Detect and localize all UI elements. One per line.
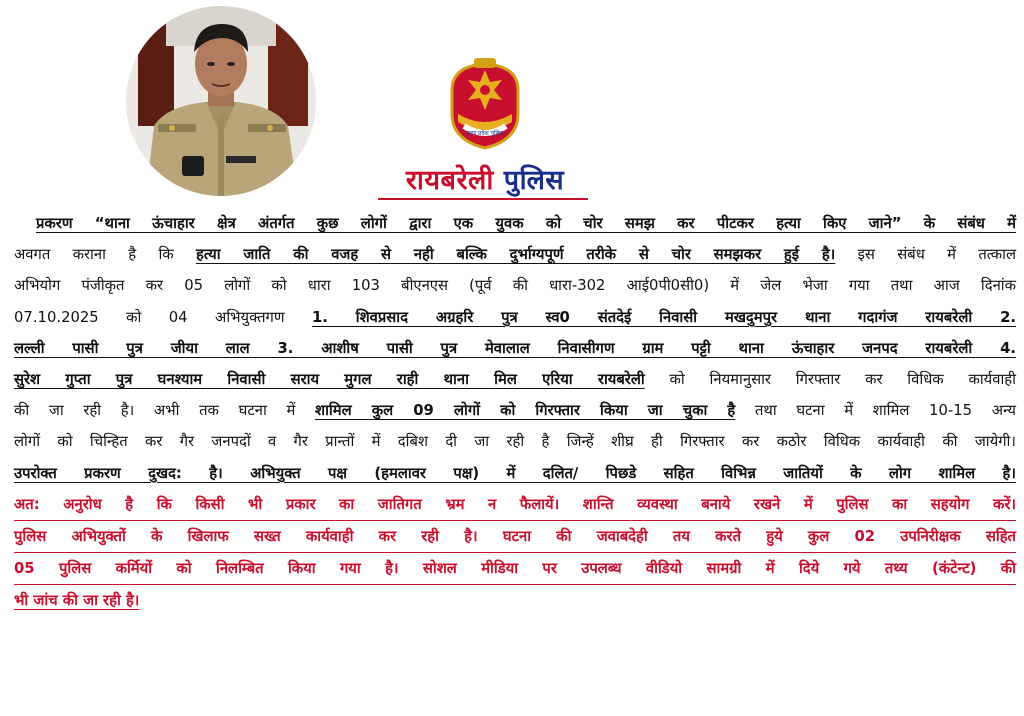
line-7-text-c: तथा घटना में शामिल 10-15 अन्य — [735, 402, 1016, 420]
line-7-text-b: शामिल कुल 09 लोगों को गिरफ्तार किया जा चुका है — [315, 402, 736, 420]
appeal-line-3 — [14, 553, 1016, 585]
press-note — [14, 208, 1016, 616]
line-3-text: अभियोग पंजीकृत कर 05 लोगों को धारा 103 बीएनएस (पूर्व की धारा-302 आई0पी0सी0) में जेल भेजा गया तथा आज दिनांक — [14, 277, 1016, 295]
line-5-text: लल्ली पासी पुत्र जीया लाल 3. आशीष पासी पुत्र मेवालाल निवासीगण ग्राम पट्टी थाना ऊंचाहार जनपद रायबरेली 4. — [14, 339, 1016, 357]
appeal-line-2 — [14, 521, 1016, 553]
line-8 — [14, 426, 1016, 457]
line-2-text-a: अवगत कराना है कि — [14, 246, 196, 264]
line-2-text-b: हत्या जाति की वजह से नही बल्कि दुर्भाग्यपूर्ण तरीके से चोर समझकर हुई है। — [196, 246, 836, 264]
svg-text:उत्तर प्रदेश पुलिस: उत्तर प्रदेश पुलिस — [466, 130, 504, 137]
officer-photo — [126, 6, 316, 196]
line-4-text-b: 1. शिवप्रसाद अग्रहरि पुत्र स्व0 संतदेई निवासी मखदुमपुर थाना गदागंज रायबरेली 2. — [311, 308, 1016, 326]
line-6 — [14, 364, 1016, 395]
line-8-text: लोगों को चिन्हित कर गैर जनपदों व गैर प्रान्तों में दबिश दी जा रही है जिन्हें शीघ्र ही गिरफ्तार कर कठोर विधिक कार्यवाही की जायेगी। — [14, 433, 1016, 451]
line-2 — [14, 239, 1016, 270]
appeal-line-3-text: 05 पुलिस कर्मियों को निलम्बित किया गया है। सोशल मीडिया पर उपलब्ध वीडियो सामग्री में दिये गये तथ्य (कंटेन्ट) की — [14, 560, 1016, 578]
line-9-text: उपरोक्त प्रकरण दुखद: है। अभियुक्त पक्ष (हमलावर पक्ष) में दलित/ पिछडे सहित विभिन्न जातियों के लोग शामिल है। — [14, 464, 1016, 482]
appeal-line-2-text: पुलिस अभियुक्तों के खिलाफ सख्त कार्यवाही कर रही है। घटना की जवाबदेही तय करते हुये कुल 02 उपनिरीक्षक सहित — [14, 527, 1016, 545]
line-7 — [14, 395, 1016, 426]
title-underline — [378, 198, 588, 200]
line-3 — [14, 270, 1016, 301]
up-police-emblem-icon — [444, 56, 526, 152]
line-4 — [14, 302, 1016, 333]
line-6-text-b: को नियमानुसार गिरफ्तार कर विधिक कार्यवाही — [644, 370, 1016, 388]
title-raebareli: रायबरेली — [405, 165, 494, 196]
appeal-line-4 — [14, 585, 1016, 616]
line-6-text-a: सुरेश गुप्ता पुत्र घनश्याम निवासी सराय मुगल राही थाना मिल एरिया रायबरेली — [14, 370, 645, 388]
line-9 — [14, 458, 1016, 489]
line-2-text-c: इस संबंध में तत्काल — [835, 246, 1016, 264]
line-1-text: प्रकरण “थाना ऊंचाहार क्षेत्र अंतर्गत कुछ लोगों द्वारा एक युवक को चोर समझ कर पीटकर हत्या किए जाने” के संबंध में — [36, 215, 1016, 232]
appeal-line-1 — [14, 489, 1016, 521]
officer-portrait-icon — [126, 6, 316, 196]
title-police: पुलिस — [503, 165, 565, 196]
line-1 — [14, 208, 1016, 239]
appeal-line-4-text: भी जांच की जा रही है। — [14, 592, 140, 610]
line-4-text-a: 07.10.2025 को 04 अभियुक्तगण — [14, 308, 312, 326]
page-title — [370, 160, 600, 197]
line-7-text-a: की जा रही है। अभी तक घटना में — [14, 402, 316, 420]
appeal-line-1-text: अत: अनुरोध है कि किसी भी प्रकार का जातिगत भ्रम न फैलायें। शान्ति व्यवस्था बनाये रखने में पुलिस का सहयोग करें। — [14, 495, 1016, 513]
line-5 — [14, 333, 1016, 364]
appeal-block — [14, 489, 1016, 617]
